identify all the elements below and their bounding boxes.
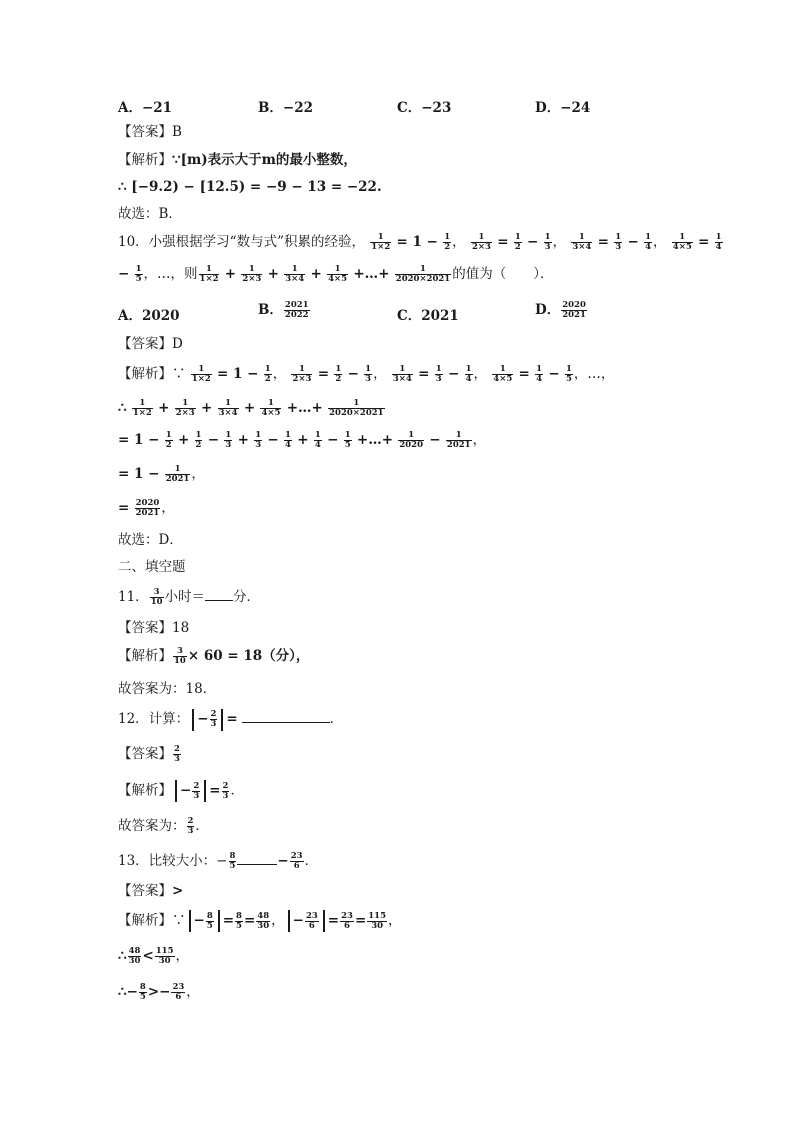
math-text: +	[267, 266, 279, 282]
math-text: −	[327, 432, 339, 448]
math-text: ∴	[118, 984, 127, 1000]
question-text: 13．比较大小：−	[118, 853, 228, 869]
math-text: ．	[329, 711, 344, 727]
q9-option-d: D．−24	[535, 100, 591, 116]
q13-analysis-line1	[118, 910, 402, 932]
math-text: ，	[271, 912, 285, 929]
fraction: $\frac{1}{4\times 5}$	[672, 232, 692, 252]
math-text: −	[159, 984, 171, 1000]
conclusion-text: 故答案为：	[118, 818, 186, 834]
fraction: $\frac{2021}{2022}$	[284, 300, 309, 320]
math-text: −	[267, 432, 279, 448]
math-text: ，	[373, 366, 387, 382]
math-text: =	[222, 912, 235, 929]
fraction: $\frac{23}{6}$	[172, 982, 185, 1002]
math-text: ，	[452, 234, 466, 250]
fraction: $\frac{115}{30}$	[368, 910, 386, 931]
math-text: −	[126, 984, 138, 1000]
math-text: −	[180, 782, 192, 799]
math-text: −	[207, 432, 220, 448]
question-number: 11．	[118, 589, 149, 605]
fraction: $\frac{23}{6}$	[305, 910, 318, 931]
question-text: 12．计算：	[118, 711, 190, 727]
fraction: $\frac{1}{1\times 2}$	[371, 232, 391, 252]
abs-bar	[192, 709, 194, 731]
fraction: $\frac{1}{2}$	[444, 232, 451, 252]
answer-tag: 【答案】	[118, 883, 172, 899]
math-text: +…+	[286, 400, 323, 416]
math-text: +	[224, 266, 237, 282]
fraction: $\frac{1}{4}$	[536, 364, 543, 384]
math-text: +	[237, 432, 249, 448]
q10-analysis-line4	[118, 464, 205, 486]
fraction: $\frac{2}{3}$	[174, 744, 180, 764]
fraction: $\frac{48}{30}$	[257, 910, 270, 931]
q9-option-b: B．−22	[258, 100, 314, 116]
fraction: $\frac{1}{5}$	[135, 264, 142, 284]
fraction: $\frac{1}{5}$	[344, 430, 351, 450]
q13-stem	[118, 850, 318, 872]
math-text: ，	[388, 912, 402, 929]
analysis-tag: 【解析】	[118, 366, 172, 382]
q12-answer	[118, 744, 182, 766]
answer-blank	[205, 586, 233, 601]
fraction: $\frac{1}{3}$	[615, 232, 622, 252]
fraction: $\frac{1}{4}$	[285, 430, 291, 450]
math-text: 小时＝	[164, 589, 206, 605]
q9-answer	[118, 122, 182, 144]
fraction: $\frac{23}{6}$	[341, 910, 353, 931]
fraction: $\frac{1}{2}$	[264, 364, 271, 384]
fraction: $\frac{2020}{2021}$	[562, 300, 586, 320]
math-text: −	[193, 912, 205, 929]
fraction: $\frac{1}{3}$	[435, 364, 442, 384]
math-text: ，	[161, 500, 175, 516]
q9-option-a: A．−21	[118, 100, 173, 116]
q10-option-a: A．2020	[118, 308, 180, 324]
fraction: $\frac{1}{3}$	[544, 232, 551, 252]
q11-analysis	[118, 646, 309, 668]
analysis-tag: 【解析】	[118, 648, 172, 664]
fraction: $\frac{1}{2020\times 2021}$	[395, 264, 451, 284]
math-text: −	[292, 912, 304, 929]
fraction: $\frac{1}{1\times 2}$	[132, 398, 152, 418]
math-text: ，	[552, 234, 567, 250]
abs-bar	[204, 780, 206, 802]
fraction: $\frac{3}{10}$	[150, 587, 163, 607]
math-text: =	[209, 782, 221, 799]
fraction: $\frac{1}{2020\times 2021}$	[329, 398, 384, 418]
math-text: ，	[472, 432, 487, 448]
math-text: +	[297, 432, 309, 448]
analysis-text: ∵[m)表示大于m的最小整数，	[172, 152, 357, 168]
q10-analysis-line2	[118, 398, 386, 420]
math-text: ∵	[172, 912, 186, 929]
q11-answer	[118, 618, 189, 640]
q10-stem-line1	[118, 232, 724, 254]
fraction: $\frac{8}{5}$	[229, 851, 236, 871]
math-text: ，	[473, 366, 487, 382]
math-text: ．	[195, 818, 209, 834]
answer-value: B	[172, 124, 182, 140]
fraction: $\frac{1}{2021}$	[446, 430, 471, 450]
q10-analysis-line3	[118, 430, 486, 452]
math-text: −	[118, 266, 130, 282]
math-text: =	[317, 366, 330, 382]
math-text: × 60 = 18（分），	[187, 648, 310, 664]
math-text: 的值为（ ）．	[452, 266, 554, 282]
fraction: $\frac{1}{2\times 3}$	[292, 364, 312, 384]
math-text: +	[310, 266, 322, 282]
math-text: ．	[304, 853, 319, 869]
fraction: $\frac{2}{3}$	[187, 816, 194, 836]
math-text: =	[497, 234, 509, 250]
answer-blank	[242, 708, 330, 723]
math-text: ．	[230, 782, 244, 799]
math-text: = 1 −	[118, 466, 160, 482]
abs-bar	[189, 910, 191, 932]
q10-option-b: B． $\frac{2021}{2022}$	[258, 300, 309, 320]
math-text: ，…，	[573, 366, 615, 382]
math-text: =	[118, 500, 130, 516]
fraction: $\frac{1}{2}$	[195, 430, 202, 450]
math-text: +	[243, 400, 256, 416]
q10-stem-text: 10．小强根据学习“数与式”积累的经验，	[118, 234, 365, 250]
fraction: $\frac{3}{10}$	[174, 646, 186, 666]
fraction: $\frac{2020}{2021}$	[135, 498, 160, 518]
math-text: =	[418, 366, 430, 382]
math-text: −	[277, 853, 289, 869]
math-text: =	[327, 912, 340, 929]
math-text: +	[177, 432, 190, 448]
math-text: −	[527, 234, 539, 250]
fraction: $\frac{8}{5}$	[139, 982, 146, 1002]
fraction: $\frac{2}{3}$	[193, 780, 200, 801]
fraction: $\frac{48}{30}$	[128, 946, 141, 966]
fraction: $\frac{1}{4}$	[314, 430, 321, 450]
q12-conclusion	[118, 816, 209, 838]
math-text: −	[548, 366, 560, 382]
math-text: = 1 −	[396, 234, 438, 250]
q10-analysis-line1	[118, 364, 614, 386]
answer-tag: 【答案】	[118, 746, 172, 762]
abs-bar	[218, 910, 220, 932]
q10-option-d: D． $\frac{2020}{2021}$	[535, 300, 586, 320]
fraction: $\frac{1}{2}$	[514, 232, 521, 252]
math-text: ，…，则	[143, 266, 198, 282]
fraction: $\frac{1}{5}$	[565, 364, 572, 384]
analysis-tag: 【解析】	[118, 782, 172, 799]
fraction: $\frac{115}{30}$	[155, 946, 174, 966]
fraction: $\frac{1}{3\times 4}$	[572, 232, 592, 252]
q13-answer	[118, 881, 183, 903]
q11-conclusion: 故答案为：18．	[118, 681, 217, 697]
fraction: $\frac{1}{3\times 4}$	[392, 364, 412, 384]
math-text: +	[158, 400, 170, 416]
fraction: $\frac{1}{4}$	[715, 232, 722, 252]
answer-tag: 【答案】	[118, 124, 172, 140]
fraction: $\frac{1}{3\times 4}$	[218, 398, 238, 418]
answer-value: 18	[172, 620, 190, 636]
math-text: −	[627, 234, 639, 250]
fraction: $\frac{1}{4}$	[645, 232, 651, 252]
section-title: 二、填空题	[118, 559, 186, 575]
math-text: ，	[186, 984, 200, 1000]
math-text: ，	[272, 366, 287, 382]
math-text: +	[201, 400, 213, 416]
fraction: $\frac{1}{1\times 2}$	[199, 264, 219, 284]
math-text: ∵	[172, 366, 186, 382]
abs-bar	[323, 910, 325, 932]
fraction: $\frac{1}{3}$	[225, 430, 232, 450]
fraction: $\frac{1}{2\times 3}$	[175, 398, 195, 418]
fraction: $\frac{1}{3}$	[255, 430, 262, 450]
q13-analysis-line2	[118, 946, 189, 968]
analysis-tag: 【解析】	[118, 152, 172, 168]
answer-tag: 【答案】	[118, 336, 172, 352]
q10-conclusion: 故选：D．	[118, 532, 183, 548]
q10-stem-line2	[118, 264, 553, 286]
fraction: $\frac{23}{6}$	[290, 851, 303, 871]
fraction: $\frac{8}{5}$	[236, 910, 242, 931]
abs-bar	[221, 709, 223, 731]
q11-stem	[118, 586, 260, 608]
fraction: $\frac{1}{2\times 3}$	[242, 264, 262, 284]
answer-blank	[237, 850, 277, 865]
answer-value: >	[172, 883, 184, 899]
q12-stem	[118, 708, 343, 730]
math-text: ，	[652, 234, 667, 250]
fraction: $\frac{1}{2021}$	[165, 464, 190, 484]
q13-analysis-line3	[118, 982, 200, 1004]
math-text: +…+	[356, 432, 394, 448]
abs-bar	[175, 780, 177, 802]
answer-value: D	[172, 336, 183, 352]
math-text: ∴	[118, 948, 127, 964]
math-text: =	[354, 912, 367, 929]
fraction: $\frac{2}{3}$	[222, 780, 229, 801]
math-text: =	[518, 366, 530, 382]
fraction: $\frac{1}{2020}$	[399, 430, 423, 450]
q9-analysis-line2: ∴ [−9.2) − [12.5) = −9 − 13 = −22.	[118, 179, 382, 195]
math-text: ，	[191, 466, 205, 482]
math-text: ，	[175, 948, 189, 964]
fraction: $\frac{1}{1\times 2}$	[191, 364, 211, 384]
q12-analysis	[118, 780, 244, 802]
math-text: >	[147, 984, 160, 1000]
math-text: −	[447, 366, 460, 382]
math-text: = 1 −	[118, 432, 160, 448]
q9-conclusion: 故选：B．	[118, 206, 182, 222]
fraction: $\frac{1}{4\times 5}$	[493, 364, 513, 384]
q9-option-c: C．−23	[397, 100, 452, 116]
abs-bar	[288, 910, 290, 932]
math-text: −	[429, 432, 441, 448]
fraction: $\frac{1}{3\times 4}$	[285, 264, 305, 284]
q10-analysis-line5	[118, 498, 175, 520]
math-text: ∴	[118, 400, 127, 416]
fraction: $\frac{1}{2}$	[335, 364, 342, 384]
math-text: =	[597, 234, 609, 250]
math-text: =	[698, 234, 710, 250]
q10-answer	[118, 334, 183, 356]
math-text: =	[226, 711, 238, 727]
math-text: −	[197, 711, 209, 727]
fraction: $\frac{1}{4\times 5}$	[261, 398, 281, 418]
fraction: $\frac{1}{3}$	[365, 364, 372, 384]
fraction: $\frac{1}{4\times 5}$	[328, 264, 348, 284]
answer-tag: 【答案】	[118, 620, 172, 636]
math-text: −	[347, 366, 359, 382]
math-text: 分．	[233, 589, 261, 605]
fraction: $\frac{8}{5}$	[206, 910, 213, 931]
math-text: =	[243, 912, 256, 929]
math-text: = 1 −	[217, 366, 259, 382]
fraction: $\frac{1}{2}$	[165, 430, 172, 450]
q9-analysis-line1	[118, 150, 357, 172]
fraction: $\frac{2}{3}$	[210, 709, 217, 729]
analysis-tag: 【解析】	[118, 912, 172, 929]
math-text: <	[142, 948, 154, 964]
q10-option-c: C．2021	[397, 308, 459, 324]
fraction: $\frac{1}{2\times 3}$	[471, 232, 491, 252]
math-text: +…+	[353, 266, 390, 282]
fraction: $\frac{1}{4}$	[465, 364, 472, 384]
